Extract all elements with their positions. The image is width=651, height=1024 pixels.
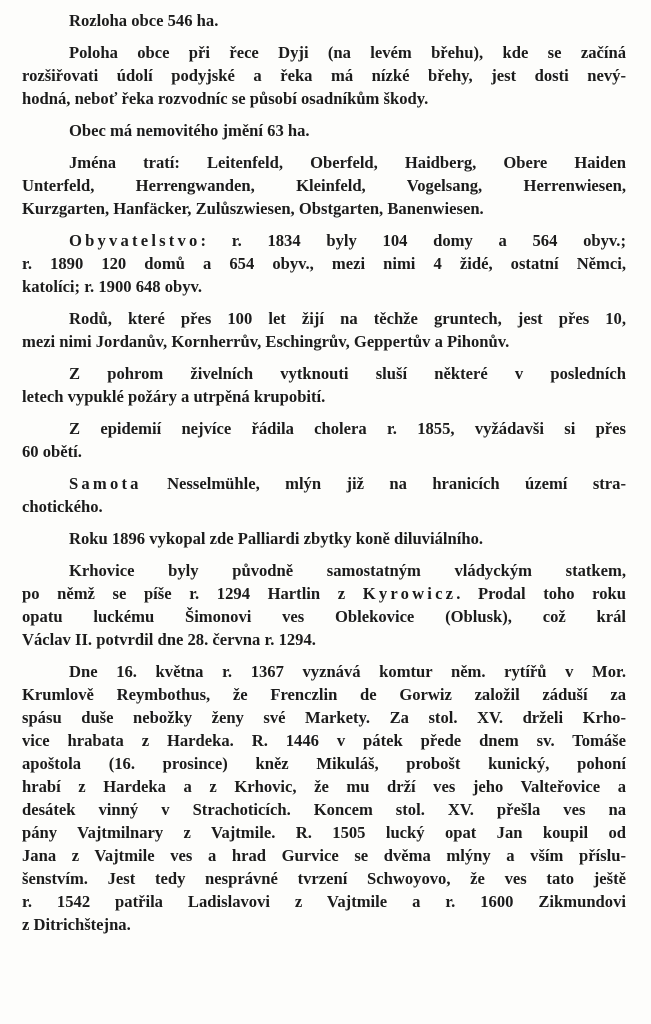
text-segment: desátek vinný v Strachoticích. Koncem stol. XV. přešla ves na <box>22 800 626 819</box>
text-segment: Rozloha obce 546 ha. <box>69 11 219 30</box>
text-segment: Krumlově Reymbothus, že Frenczlin de Gorwiz založil záduší za <box>22 685 626 704</box>
text-segment: Václav II. potvrdil dne 28. června r. 1294. <box>22 630 316 649</box>
text-segment: šenstvím. Jest tedy nesprávné tvrzení Schwoyovo, že ves tato ještě <box>22 869 626 888</box>
text-line <box>22 729 626 752</box>
text-line <box>22 867 626 890</box>
text-line <box>22 151 626 174</box>
paragraph <box>22 229 626 298</box>
text-line <box>22 307 626 330</box>
text-line <box>22 64 626 87</box>
text-segment: z Ditrichštejna. <box>22 915 131 934</box>
text-segment: Roku 1896 vykopal zde Palliardi zbytky koně diluviálního. <box>69 529 484 548</box>
text-segment: Z pohrom živelních vytknouti sluší některé v posledních <box>69 364 626 383</box>
text-segment: chotického. <box>22 497 103 516</box>
text-segment: Poloha obce při řece Dyji (na levém břehu), kde se začíná <box>69 43 626 62</box>
paragraph <box>22 472 626 518</box>
text-segment: Nesselmühle, mlýn již na hranicích území stra- <box>141 474 626 493</box>
text-line <box>22 752 626 775</box>
text-line <box>22 683 626 706</box>
spaced-emphasis: Samota <box>69 474 142 493</box>
text-line <box>22 275 626 298</box>
text-line <box>22 440 626 463</box>
text-line <box>22 628 626 651</box>
text-line <box>22 252 626 275</box>
paragraph <box>22 417 626 463</box>
text-segment: po němž se píše r. 1294 Hartlin z <box>22 584 363 603</box>
text-segment: r. 1542 patřila Ladislavovi z Vajtmile a r. 1600 Zikmundovi <box>22 892 626 911</box>
text-line <box>22 913 626 936</box>
text-segment: Krhovice byly původně samostatným vládyckým statkem, <box>69 561 626 580</box>
text-segment: 60 obětí. <box>22 442 82 461</box>
text-line <box>22 87 626 110</box>
text-line <box>22 821 626 844</box>
text-segment: Z epidemií nejvíce řádila cholera r. 1855, vyžádavši si přes <box>69 419 626 438</box>
text-line <box>22 844 626 867</box>
text-segment: letech vypuklé požáry a utrpěná krupobití. <box>22 387 326 406</box>
text-line <box>22 890 626 913</box>
text-line <box>22 9 626 32</box>
text-segment: Kurzgarten, Hanfäcker, Zulůszwiesen, Obstgarten, Banenwiesen. <box>22 199 484 218</box>
paragraph <box>22 151 626 220</box>
spaced-emphasis: Obyvatelstvo <box>69 231 201 250</box>
text-line <box>22 775 626 798</box>
text-line <box>22 229 626 252</box>
text-segment: Dne 16. května r. 1367 vyznává komtur něm. rytířů v Mor. <box>69 662 626 681</box>
text-segment: opatu luckému Šimonovi ves Oblekovice (Oblusk), což král <box>22 607 626 626</box>
text-line <box>22 41 626 64</box>
text-line <box>22 495 626 518</box>
spaced-emphasis: Kyrowicz <box>362 584 457 603</box>
text-line <box>22 559 626 582</box>
text-segment: Obec má nemovitého jmění 63 ha. <box>69 121 310 140</box>
text-line <box>22 174 626 197</box>
text-segment: rozšiřovati údolí podyjské a řeka má nízké břehy, jest dosti nevý- <box>22 66 626 85</box>
text-segment: : r. 1834 byly 104 domy a 564 obyv.; <box>200 231 626 250</box>
document-page <box>22 9 626 945</box>
paragraph <box>22 119 626 142</box>
text-line <box>22 706 626 729</box>
paragraph <box>22 559 626 651</box>
text-segment: pány Vajtmilnary z Vajtmile. R. 1505 lucký opat Jan koupil od <box>22 823 626 842</box>
text-segment: Jana z Vajtmile ves a hrad Gurvice se dvěma mlýny a vším příslu- <box>22 846 626 865</box>
text-segment: spásu duše nebožky ženy své Markety. Za stol. XV. drželi Krho- <box>22 708 626 727</box>
paragraph <box>22 660 626 936</box>
text-segment: . Prodal toho roku <box>456 584 626 603</box>
text-segment: Unterfeld, Herrengwanden, Kleinfeld, Vogelsang, Herrenwiesen, <box>22 176 626 195</box>
paragraph <box>22 362 626 408</box>
text-segment: katolíci; r. 1900 648 obyv. <box>22 277 203 296</box>
text-line <box>22 605 626 628</box>
paragraph <box>22 41 626 110</box>
text-segment: r. 1890 120 domů a 654 obyv., mezi nimi 4 židé, ostatní Němci, <box>22 254 626 273</box>
text-segment: Jména tratí: Leitenfeld, Oberfeld, Haidberg, Obere Haiden <box>69 153 626 172</box>
text-line <box>22 119 626 142</box>
text-segment: hrabí z Hardeka a z Krhovic, že mu drží ves jeho Valteřovice a <box>22 777 626 796</box>
text-line <box>22 472 626 495</box>
text-segment: hodná, neboť řeka rozvodníc se působí osadníkům škody. <box>22 89 429 108</box>
text-line <box>22 330 626 353</box>
text-line <box>22 798 626 821</box>
text-line <box>22 385 626 408</box>
text-line <box>22 527 626 550</box>
text-line <box>22 197 626 220</box>
text-line <box>22 582 626 605</box>
text-line <box>22 660 626 683</box>
text-segment: mezi nimi Jordanův, Kornherrův, Eschingrův, Geppertův a Pihonův. <box>22 332 510 351</box>
text-segment: vice hrabata z Hardeka. R. 1446 v pátek přede dnem sv. Tomáše <box>22 731 626 750</box>
paragraph <box>22 307 626 353</box>
text-line <box>22 417 626 440</box>
paragraph <box>22 9 626 32</box>
text-segment: apoštola (16. prosince) kněz Mikuláš, probošt kunický, pohoní <box>22 754 626 773</box>
text-line <box>22 362 626 385</box>
paragraph <box>22 527 626 550</box>
text-segment: Rodů, které přes 100 let žijí na těchže gruntech, jest přes 10, <box>69 309 626 328</box>
